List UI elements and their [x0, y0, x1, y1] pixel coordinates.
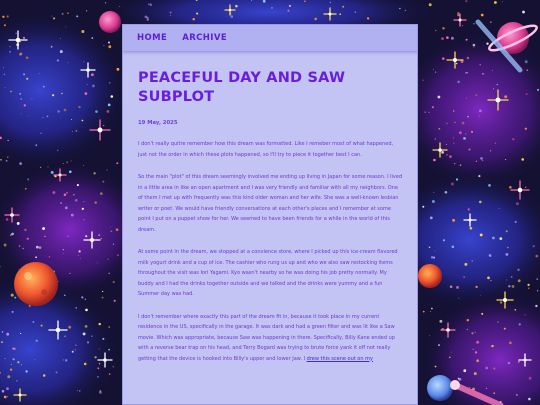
- nav-archive-link[interactable]: ARCHIVE: [182, 33, 228, 43]
- orange-planet-icon: [14, 262, 58, 306]
- top-navigation: [123, 25, 417, 52]
- post-body: [138, 139, 403, 364]
- nav-home-link[interactable]: HOME: [137, 33, 168, 43]
- blog-page: [122, 24, 418, 405]
- post-paragraph: At some point in the dream, we stopped at a convience store, where I picked up this ice-cream flavored milk yogurt drink and a cup of ice. The cashier who rung us up and who we also saw restocking items throughout the visit was Iori Yagami. Kyo wasn't nearby so he was doing his job pretty normally. My buddy and I had the drinks together outside and we talked and the drinks were yummy and a fun Summer day was had.: [138, 249, 398, 297]
- blue-planet-icon: [427, 375, 453, 401]
- post-paragraph: I don't really quitre remember how this dream was formatted. Like I remeber most of what happened, just not the order in which these plots happened, so I'll try to piece it together best I can.: [138, 141, 394, 158]
- post-paragraph: So the main "plot" of this dream seemingly involved me ending up living in Japan for some reason. I lived in a little area in like an open apartment and I was very friendly and familiar with all my neighbors. One of them I met up with frequently was this kind older woman and her wife. She was a well-known lesbian writer or poet. We would have friendly conversations at each other's places and I remember at some point I put on a puppet show for her. We seemed to have been friends for a while in the world of this dream.: [138, 174, 403, 233]
- post-paragraph-text: I don't remember where exactly this part of the dream fit in, because it took place in my current residence in the US, specifically in the garage. It was dark and had a green filter and was lit like a Saw movie. Which was appropriate, because Saw was happening in there. Specifically, Billy Kane ended up with a reverse bear trap on his head, and Terry Bogard was trying to brute force yank it off not really getting that the device is hooked into Billy's upper and lower Jaw. I: [138, 313, 395, 362]
- orange-planet-icon: [418, 264, 442, 288]
- drawing-link[interactable]: drew this scene out on my: [306, 355, 373, 362]
- post-paragraph: [138, 312, 403, 365]
- post-date: 19 May, 2025: [138, 120, 178, 126]
- pink-planet-icon: [99, 11, 121, 33]
- post-title: PEACEFUL DAY AND SAW SUBPLOT: [138, 70, 346, 105]
- post-content: [123, 52, 417, 364]
